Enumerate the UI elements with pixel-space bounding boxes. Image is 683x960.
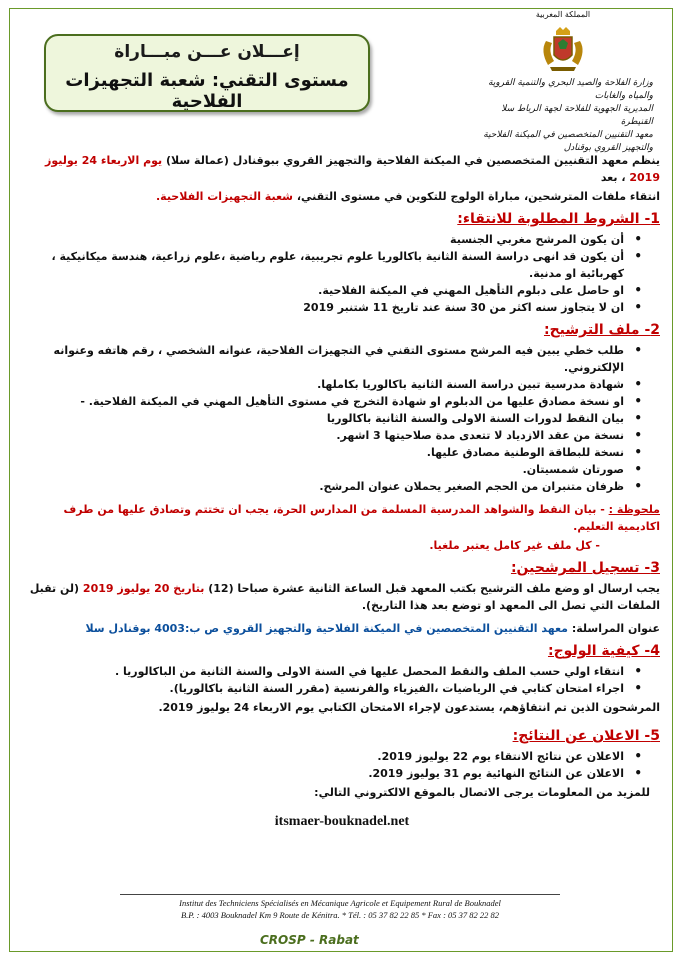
- note: [24, 501, 660, 535]
- list-item: • نسخة من عقد الازدياد لا تتعدى مدة صلاحيتها 3 اشهر.: [24, 427, 624, 444]
- list-item: • أن يكون المرشح مغربي الجنسية: [24, 231, 624, 248]
- admission-list: [24, 663, 660, 697]
- intro-line-1: ينظم معهد التقنيين المتخصصين في الميكنة الفلاحية والتجهيز القروي ببوقنادل (عمالة سلا) يوم الاربعاء 24 يوليوز 2019 ، بعد: [45, 154, 660, 184]
- admission-text: المرشحون الذين تم انتقاؤهم، يستدعون لإجراء الامتحان الكتابي يوم الاربعاء 24 يوليوز 2019.: [158, 701, 660, 714]
- list-item: • صورتان شمسيتان.: [24, 461, 624, 478]
- registration-text: يجب ارسال او وضع ملف الترشيح بكتب المعهد قبل الساعة الثانية عشرة صباحا (12) بتاريخ 20 يوليوز 2019 (لن تقبل الملفات التي تصل الى المعهد او توضع بعد هذا التاريخ).: [29, 582, 660, 612]
- footer: [120, 894, 560, 921]
- list-item: • أن يكون قد انهى دراسة السنة الثانية باكالوريا علوم تجريبية، علوم رياضية ،علوم زراعية، هندسة ميكانيكية ، كهربائية او مدنية.: [24, 248, 624, 282]
- list-item: • او حاصل على دبلوم التأهيل المهني في الميكنة الفلاحية.: [24, 282, 624, 299]
- announcement-subtitle: مستوى التقني: شعبة التجهيزات الفلاحية: [65, 70, 349, 112]
- announcement-header: [44, 34, 370, 112]
- institution-block: [473, 10, 653, 153]
- footer-line-2: B.P. : 4003 Bouknadel Km 9 Route de Kénitra. * Tél. : 05 37 82 22 85 * Fax : 05 37 82 22 82: [180, 910, 500, 920]
- institute-line: معهد التقنيين المتخصصين في الميكنة الفلاحية: [483, 130, 653, 140]
- list-item: • اجراء امتحان كتابي في الرياضيات ،الفيزياء والفرنسية (مقرر السنة الثانية باكالوريا).: [24, 680, 624, 697]
- specialty: شعبة التجهيزات الفلاحية.: [155, 190, 293, 203]
- section-conditions-title: 1- الشروط المطلوبة للانتقاء:: [457, 211, 660, 227]
- note-label: ملحوظة :: [608, 503, 660, 516]
- note-text-1: - بيان النقط والشواهد المدرسية المسلمة من المدارس الحرة، يجب ان تختتم وتصادق عليها من طرف اكاديمية التعليم.: [63, 503, 660, 533]
- address-label: عنوان المراسلة:: [571, 622, 660, 635]
- announcement-title: إعـــلان عـــن مبـــاراة: [114, 42, 300, 62]
- list-item: • بيان النقط لدورات السنة الاولى والسنة الثانية باكالوريا: [24, 410, 624, 427]
- list-item: • ظرفان متنبران من الحجم الصغير يحملان عنوان المرشح.: [24, 478, 624, 495]
- list-item: • ان لا يتجاوز سنه اكثر من 30 سنة عند تاريخ 11 شتنبر 2019: [24, 299, 624, 316]
- institute-line-2: والتجهيز القروي بوقنادل: [563, 143, 653, 153]
- directorate-line: المديرية الجهوية للفلاحة لجهة الرباط سلا القنيطرة: [501, 104, 653, 127]
- list-item: • انتقاء اولي حسب الملف والنقط المحصل عليها في السنة الاولى والسنة الثانية من الباكالوريا .: [24, 663, 624, 680]
- announcement-body: [24, 150, 660, 830]
- section-file-title: 2- ملف الترشيح:: [543, 322, 660, 338]
- footer-divider: [120, 894, 560, 895]
- list-item: • الاعلان عن النتائج النهائية يوم 31 يوليوز 2019.: [24, 765, 624, 782]
- crosp-label: CROSP - Rabat: [260, 933, 359, 947]
- section-registration-title: 3- تسجيل المرشحين:: [510, 560, 660, 576]
- address-value: معهد التقنيين المتخصصين في الميكنة الفلاحية والتجهيز القروي ص ب:4003 بوقنادل سلا: [85, 622, 568, 635]
- list-item: • او نسخة مصادق عليها من الدبلوم او شهادة التخرج في مستوى التأهيل المهني في الميكنة الفلاحية. -: [24, 393, 624, 410]
- royal-emblem-icon: [536, 21, 590, 75]
- list-item: • طلب خطي يبين فيه المرشح مستوى التقني في التجهيزات الفلاحية، عنوانه الشخصي ، رقم هاتفه وعنوانه الإلكتروني.: [24, 342, 624, 376]
- section-results-title: 5- الاعلان عن النتائج:: [512, 728, 660, 744]
- conditions-list: [24, 231, 660, 316]
- list-item: • نسخة للبطاقة الوطنية مصادق عليها.: [24, 444, 624, 461]
- website-link[interactable]: itsmaer-bouknadel.net: [274, 814, 410, 829]
- note-text-2: - كل ملف غير كامل يعتبر ملغيا.: [429, 539, 600, 552]
- ministry-line: وزارة الفلاحة والصيد البحري والتنمية القروية والمياه والغابات: [488, 78, 653, 101]
- section-admission-title: 4- كيفية الولوج:: [547, 643, 660, 659]
- deadline-date: بتاريخ 20 يوليوز 2019: [82, 582, 205, 595]
- exam-date: يوم الاربعاء 24 يوليوز 2019: [45, 154, 660, 184]
- file-list: [24, 342, 660, 495]
- results-list: [24, 748, 660, 782]
- more-info-text: للمزيد من المعلومات يرجى الاتصال بالموقع الالكتروني التالي:: [314, 786, 650, 799]
- mailing-address: [24, 620, 660, 637]
- list-item: • الاعلان عن نتائج الانتقاء يوم 22 يوليوز 2019.: [24, 748, 624, 765]
- intro-line-2: انتقاء ملفات المترشحين، مباراة الولوج للتكوين في مستوى التقني، شعبة التجهيزات الفلاحية.: [155, 190, 660, 203]
- list-item: • شهادة مدرسية تبين دراسة السنة الثانية باكالوريا بكاملها.: [24, 376, 624, 393]
- kingdom-label: المملكة المغربية: [535, 10, 591, 19]
- footer-line-1: Institut des Techniciens Spécialisés en Mécanique Agricole et Equipement Rural de Bouknadel: [179, 898, 501, 908]
